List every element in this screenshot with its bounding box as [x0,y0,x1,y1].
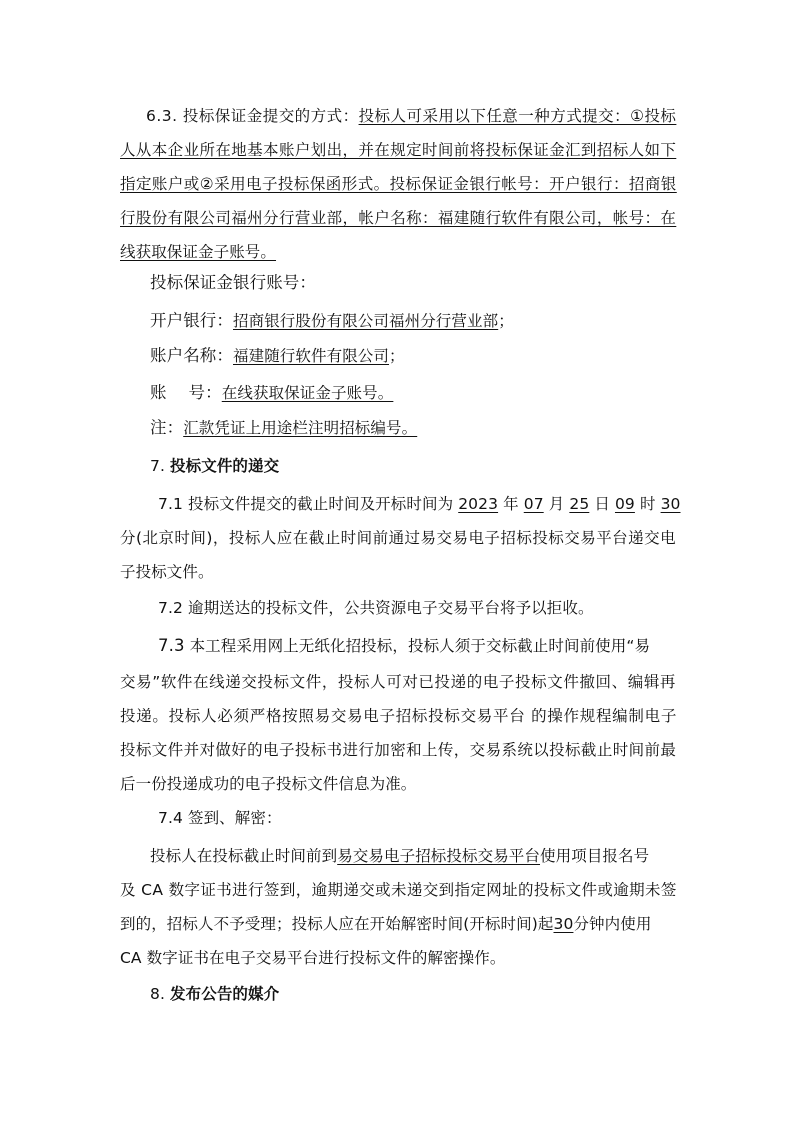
account-name-label: 账户名称： [150,346,233,365]
platform-name: 易交易电子招标投标交易平台 [337,847,541,865]
section-7-4-line-2: 及 CA 数字证书进行签到，逾期递交或未递交到指定网址的投标文件或逾期未签 [120,881,677,899]
account-name-value: 福建随行软件有限公司 [233,347,390,365]
section-6-3-line-2: 人从本企业所在地基本账户划出，并在规定时间前将投标保证金汇到招标人如下 [120,141,677,159]
open-month: 07 [523,495,544,513]
section-7-3-line-3: 投递。投标人必须严格按照易交易电子招标投标交易平台 的操作规程编制电子 [120,707,678,725]
section-6-3-line-3: 指定账户或②采用电子投标保函形式。投标保证金银行帐号：开户银行：招商银 [120,175,677,193]
account-number-value: 在线获取保证金子账号。 [221,384,394,402]
section-7-3-line-2: 交易”软件在线递交投标文件，投标人可对已投递的电子投标文件撤回、编辑再 [120,673,677,691]
account-number-row [150,383,393,403]
section-6-3-line-1: 6.3. 投标保证金提交的方式：投标人可采用以下任意一种方式提交：①投标 [146,107,677,125]
note-value: 汇款凭证上用途栏注明招标编号。 [183,419,418,437]
section-7-4-heading: 7.4 签到、解密： [158,809,282,827]
open-year: 2023 [458,495,499,513]
section-7-3-line-5: 后一份投递成功的电子投标文件信息为准。 [120,775,417,793]
section-7-1-line-1: 7.1 投标文件提交的截止时间及开标时间为 2023 年 07 月 25 日 09 时 30 [158,495,681,513]
decrypt-minutes: 30 [553,915,574,933]
account-number-label: 账 号： [150,383,222,402]
section-7-4-line-3: 到的，招标人不予受理；投标人应在开始解密时间(开标时间)起30分钟内使用 [120,915,652,933]
section-7-2: 7.2 逾期送达的投标文件，公共资源电子交易平台将予以拒收。 [158,599,594,617]
bank-value: 招商银行股份有限公司福州分行营业部 [233,312,499,330]
section-7-1-line-3: 子投标文件。 [120,563,214,581]
section-7-3-line-4: 投标文件并对做好的电子投标书进行加密和上传，交易系统以投标截止时间前最 [120,741,677,759]
open-hour: 09 [614,495,635,513]
note-label: 注： [150,418,184,437]
account-heading: 投标保证金银行账号： [150,273,316,292]
section-7-heading: 7. 投标文件的递交 [150,457,280,475]
section-6-3-line-4: 行股份有限公司福州分行营业部，帐户名称：福建随行软件有限公司，帐号：在 [120,209,677,227]
section-7-4-line-4: CA 数字证书在电子交易平台进行投标文件的解密操作。 [120,949,506,967]
section-6-3-line-5: 线获取保证金子账号。 [120,243,277,261]
section-8-heading: 8. 发布公告的媒介 [150,985,280,1003]
account-name-row: 账户名称：福建随行软件有限公司； [150,346,405,365]
section-7-4-line-1: 投标人在投标截止时间前到易交易电子招标投标交易平台使用项目报名号 [150,847,650,865]
bank-label: 开户银行： [150,311,233,330]
open-day: 25 [569,495,590,513]
section-7-1-line-2: 分(北京时间)，投标人应在截止时间前通过易交易电子招标投标交易平台递交电 [120,529,677,547]
open-minute: 30 [660,495,681,513]
bank-row: 开户银行：招商银行股份有限公司福州分行营业部； [150,311,514,330]
section-7-3-line-1: 7.3 本工程采用网上无纸化招投标，投标人须于交标截止时间前使用“易 [158,636,651,655]
note-row [150,418,417,438]
